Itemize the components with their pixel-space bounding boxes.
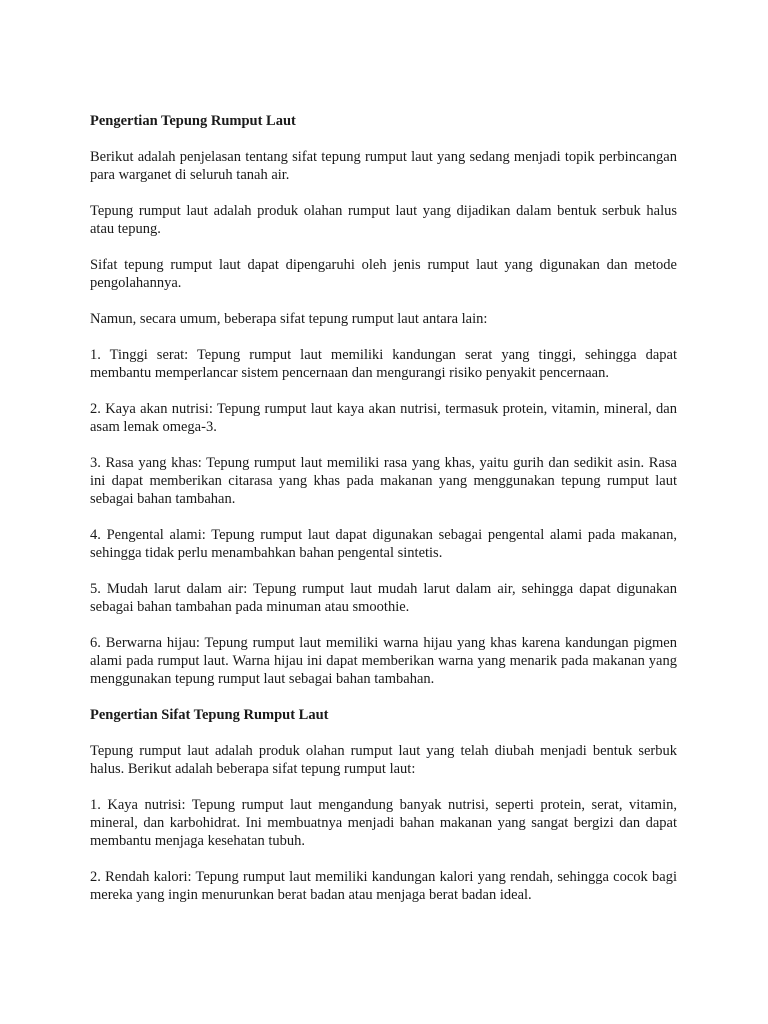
intro2-paragraph: Tepung rumput laut adalah produk olahan rumput laut yang telah diubah menjadi bentuk serbuk halus. Berikut adalah beberapa sifat tepung rumput laut:	[90, 743, 677, 777]
list-item: 6. Berwarna hijau: Tepung rumput laut memiliki warna hijau yang khas karena kandungan pigmen alami pada rumput laut. Warna hijau ini dapat memberikan warna yang menarik pada makanan yang menggunakan tepung rumput laut sebagai bahan tambahan.	[90, 635, 677, 687]
factors-paragraph: Sifat tepung rumput laut dapat dipengaruhi oleh jenis rumput laut yang digunakan dan metode pengolahannya.	[90, 257, 677, 291]
document-page	[90, 112, 677, 922]
section-heading-pengertian: Pengertian Tepung Rumput Laut	[90, 113, 296, 129]
list-item: 1. Tinggi serat: Tepung rumput laut memiliki kandungan serat yang tinggi, sehingga dapat membantu memperlancar sistem pencernaan dan mengurangi risiko penyakit pencernaan.	[90, 347, 677, 381]
list-item: 5. Mudah larut dalam air: Tepung rumput laut mudah larut dalam air, sehingga dapat digunakan sebagai bahan tambahan pada minuman atau smoothie.	[90, 581, 677, 615]
list-item: 3. Rasa yang khas: Tepung rumput laut memiliki rasa yang khas, yaitu gurih dan sedikit asin. Rasa ini dapat memberikan citarasa yang khas pada makanan yang menggunakan tepung rumput laut sebagai bahan tambahan.	[90, 455, 677, 507]
section-heading-sifat: Pengertian Sifat Tepung Rumput Laut	[90, 707, 329, 723]
general-paragraph: Namun, secara umum, beberapa sifat tepung rumput laut antara lain:	[90, 311, 488, 327]
list-item: 2. Kaya akan nutrisi: Tepung rumput laut kaya akan nutrisi, termasuk protein, vitamin, mineral, dan asam lemak omega-3.	[90, 401, 677, 435]
list-item: 2. Rendah kalori: Tepung rumput laut memiliki kandungan kalori yang rendah, sehingga cocok bagi mereka yang ingin menurunkan berat badan atau menjaga berat badan ideal.	[90, 869, 677, 903]
list-item: 1. Kaya nutrisi: Tepung rumput laut mengandung banyak nutrisi, seperti protein, serat, vitamin, mineral, dan karbohidrat. Ini membuatnya menjadi bahan makanan yang sangat bergizi dan dapat membantu menjaga kesehatan tubuh.	[90, 797, 677, 849]
definition-paragraph: Tepung rumput laut adalah produk olahan rumput laut yang dijadikan dalam bentuk serbuk halus atau tepung.	[90, 203, 677, 237]
intro-paragraph: Berikut adalah penjelasan tentang sifat tepung rumput laut yang sedang menjadi topik perbincangan para warganet di seluruh tanah air.	[90, 149, 677, 183]
list-item: 4. Pengental alami: Tepung rumput laut dapat digunakan sebagai pengental alami pada makanan, sehingga tidak perlu menambahkan bahan pengental sintetis.	[90, 527, 677, 561]
